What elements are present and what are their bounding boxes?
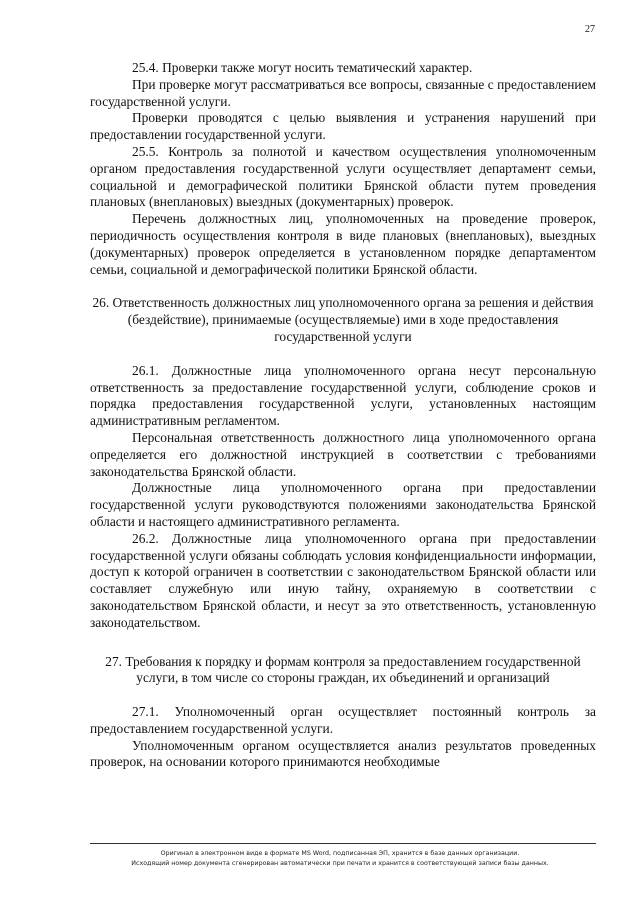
paragraph-26-2: 26.2. Должностные лица уполномоченного органа при предоставлении государственной услуги обязаны соблюдать условия конфиденциальности информации, доступ к которой ограничен в соответствии с законодательством Брянской области или составляет служебную или иную тайну, охраняемую в соответствии с законодательством Брянской области, и несут за это ответственность, установленную законодательством.: [90, 530, 596, 630]
paragraph-26-1-guidance: Должностные лица уполномоченного органа при предоставлении государственной услуги руководствуются положениями законодательства Брянской области и настоящего административного регламента.: [90, 480, 596, 529]
paragraph-25-5-officials: Перечень должностных лиц, уполномоченных на проведение проверок, периодичность осуществления контроля в виде плановых (внеплановых), выездных (документарных) проверок определяется в установленном порядке департаментом семьи, социальной и демографической политики Брянской области.: [90, 211, 596, 277]
paragraph-27-1-analysis: Уполномоченным органом осуществляется анализ результатов проведенных проверок, на основании которого принимаются необходимые: [90, 737, 596, 770]
footer-line-2: Исходящий номер документа сгенерирован автоматически при печати и хранится в соответствующей записи базы данных.: [131, 860, 549, 867]
spacer: [90, 278, 596, 295]
section-heading-27: 27. Требования к порядку и формам контроля за предоставлением государственной услуги, в том числе со стороны граждан, их объединений и организаций: [105, 653, 581, 686]
page-number: 27: [585, 24, 595, 35]
paragraph-25-4-questions: При проверке могут рассматриваться все вопросы, связанные с предоставлением государственной услуги.: [90, 76, 596, 109]
footer-line-1: Оригинал в электронном виде в формате MS Word, подписанная ЭП, хранится в базе данных организации.: [160, 850, 520, 857]
paragraph-25-4-purpose: Проверки проводятся с целью выявления и устранения нарушений при предоставлении государственной услуги.: [90, 110, 596, 143]
section-heading-26: 26. Ответственность должностных лиц уполномоченного органа за решения и действия (бездействие), принимаемые (осуществляемые) ими в ходе предоставления государственной услуги: [92, 295, 594, 344]
footer-note: [60, 849, 620, 869]
document-body: [90, 60, 596, 771]
spacer: [90, 632, 596, 654]
paragraph-25-5: 25.5. Контроль за полнотой и качеством осуществления уполномоченным органом предоставления государственной услуги осуществляет департамент семьи, социальной и демографической политики Брянской области путем проведения плановых (внеплановых) выездных (документарных) проверок.: [90, 143, 596, 210]
footer-divider: [90, 843, 596, 844]
spacer: [90, 687, 596, 704]
spacer: [90, 346, 596, 363]
paragraph-26-1: 26.1. Должностные лица уполномоченного органа несут персональную ответственность за предоставление государственной услуги, соблюдение сроков и порядка предоставления государственной услуги, установленных настоящим административным регламентом.: [90, 362, 596, 429]
paragraph-25-4: 25.4. Проверки также могут носить тематический характер.: [132, 60, 473, 75]
paragraph-26-1-personal: Персональная ответственность должностного лица уполномоченного органа определяется его должностной инструкцией в соответствии с требованиями законодательства Брянской области.: [90, 429, 596, 479]
paragraph-27-1: 27.1. Уполномоченный орган осуществляет постоянный контроль за предоставлением государственной услуги.: [90, 704, 596, 736]
